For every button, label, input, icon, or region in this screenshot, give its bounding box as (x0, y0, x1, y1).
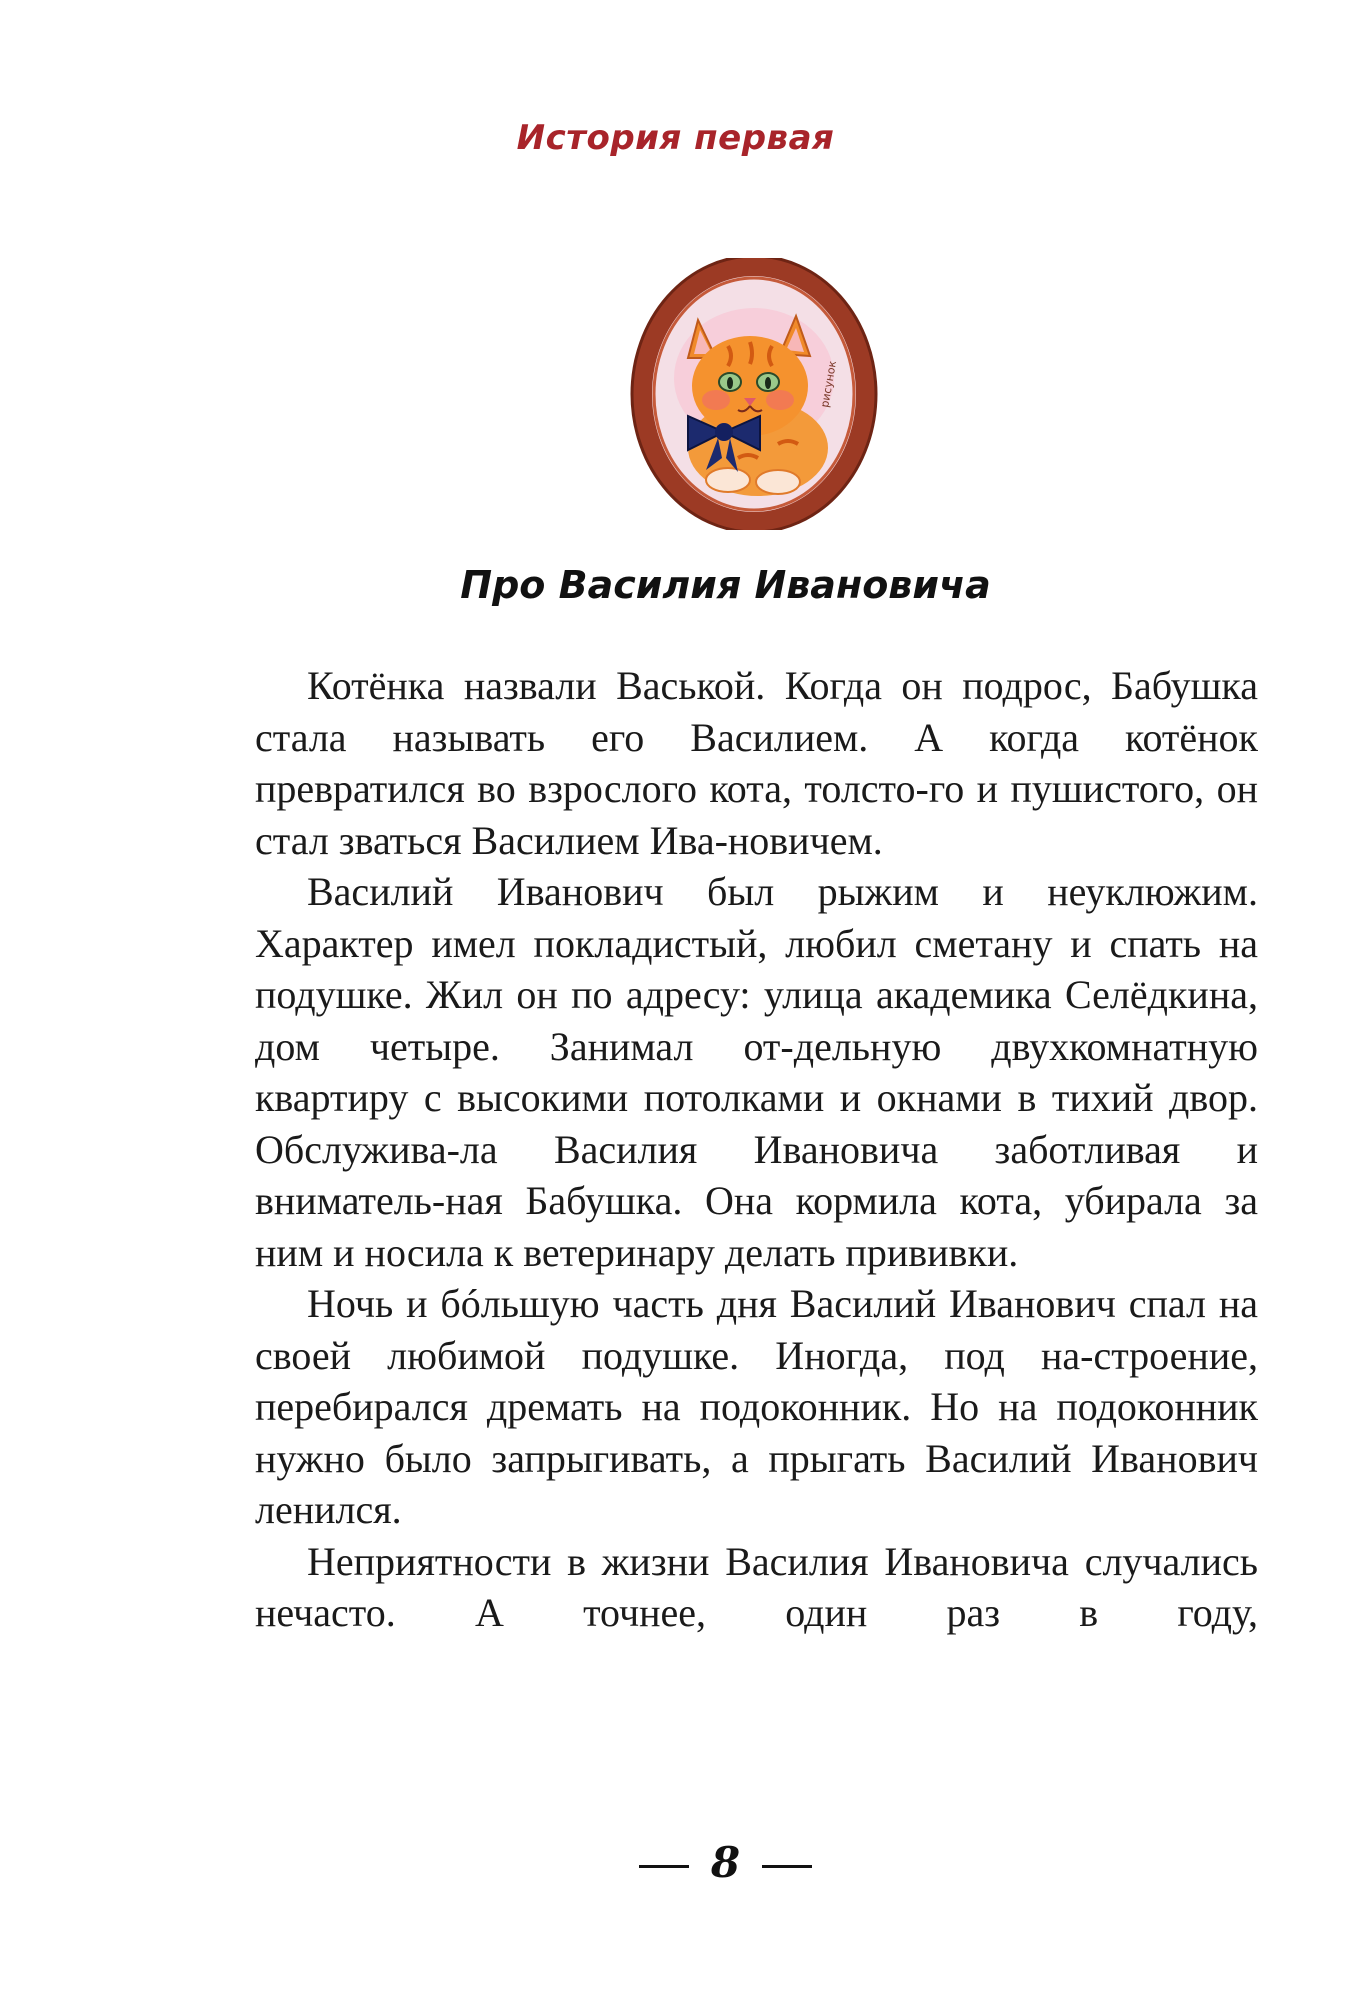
page-number (0, 1838, 1351, 1887)
cat-portrait-icon (628, 258, 880, 530)
dash-right (762, 1865, 812, 1868)
chapter-label: История первая (516, 118, 835, 158)
paragraph: Василий Иванович был рыжим и неуклюжим. Характер имел покладистый, любил сметану и спать на подушке. Жил он по адресу: улица академика Селёдкина, дом четыре. Занимал от-дельную двухкомнатную квартиру с высокими потолками и окнами в тихий двор. Обслужива-ла Василия Ивановича заботливая и вниматель-ная Бабушка. Она кормила кота, убирала за ним и носила к ветеринару делать прививки. (255, 869, 1258, 1275)
body-text (255, 660, 1258, 1639)
paragraph: Неприятности в жизни Василия Ивановича случались нечасто. А точнее, один раз в году, (255, 1538, 1258, 1635)
paragraph: Котёнка назвали Васькой. Когда он подрос, Бабушка стала называть его Василием. А когда котёнок превратился во взрослого кота, толсто-го и пушистого, он стал зваться Василием Ива-новичем. (255, 663, 1258, 863)
svg-text:рисунок: рисунок (818, 359, 840, 409)
dash-left (639, 1865, 689, 1868)
paragraph: Ночь и бóльшую часть дня Василий Иванович спал на своей любимой подушке. Иногда, под на-строение, перебирался дремать на подоконник. Но на подоконник нужно было запрыгивать, а прыгать Василий Иванович ленился. (255, 1281, 1258, 1532)
page-number-value: 8 (710, 1838, 741, 1887)
story-title: Про Василия Ивановича (460, 563, 991, 607)
